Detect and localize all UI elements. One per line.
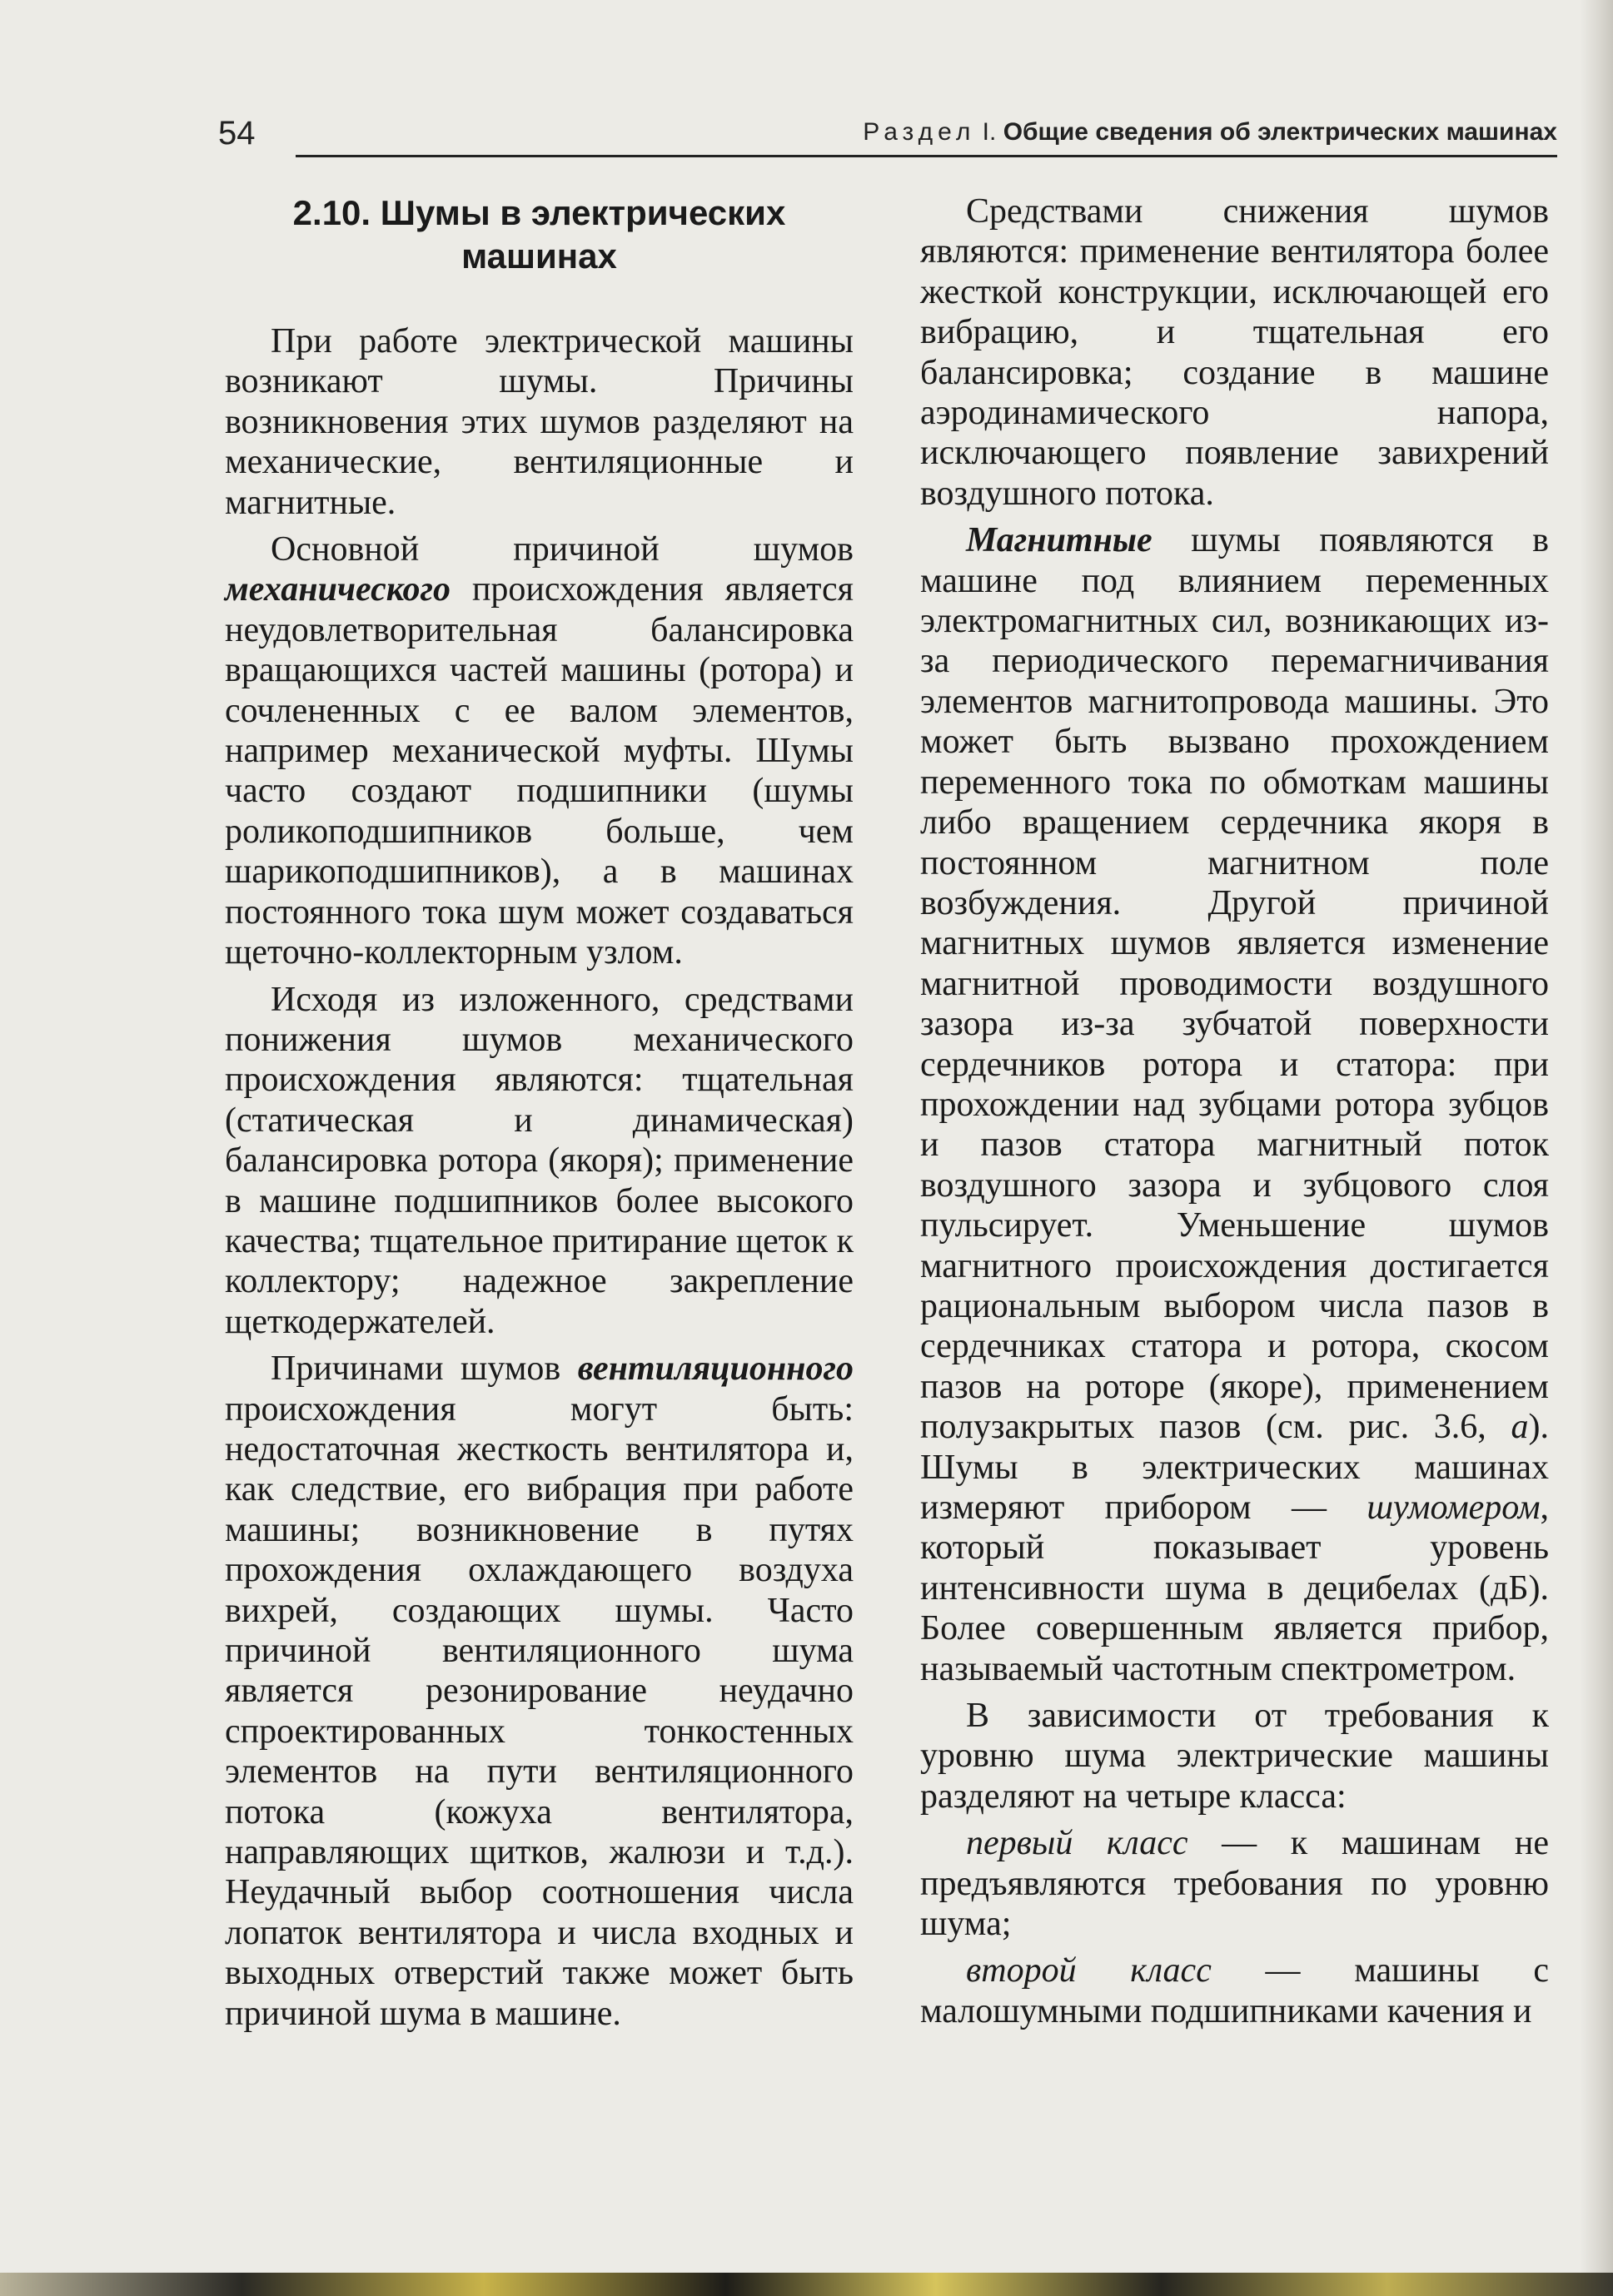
running-head-section-label: Раздел [863, 118, 976, 146]
left-column [225, 191, 854, 2040]
running-head-section-number: I. [975, 118, 1003, 146]
term-ventilation: вентиляционного [577, 1349, 854, 1389]
left-paragraph-1: При работе электрической машины возникают шумы. Причины возникновения этих шумов разделяют на механические, вентиляционные и магнитные. [225, 322, 854, 522]
left-p4-after: происхождения могут быть: недостаточная жесткость вентилятора и, как следствие, его вибрация при работе машины; возникновение в путях прохождения охлаждающего воздуха вихрей, создающих шумы. Часто причиной вентиляционного шума является резонирование неудачно спроектированных тонкостенных элементов на пути вентиляционного потока (кожуха вентилятора, направляющих щитков, жалюзи и т.д.). Неудачный выбор соотношения числа лопаток вентилятора и числа входных и выходных отверстий также может быть причиной шума в машине. [225, 1389, 854, 2033]
right-p2-b: ). Шумы в электрических машинах измеряют прибором — [920, 1408, 1549, 1527]
right-p2-c: , который показывает уровень интенсивности шума в децибелах (дБ). Более совершенным является прибор, называемый частотным спектрометром. [920, 1488, 1549, 1688]
term-noise-meter: шумомером [1367, 1488, 1541, 1527]
class-first-term: первый класс [966, 1824, 1188, 1863]
page-number: 54 [218, 115, 256, 152]
bottom-scan-strip [0, 2273, 1613, 2296]
right-column [920, 191, 1549, 2038]
term-magnetic: Магнитные [966, 521, 1152, 560]
left-p2-before: Основной причиной шумов [271, 530, 854, 569]
section-heading [225, 191, 854, 278]
figure-ref-letter: а [1511, 1408, 1529, 1447]
left-paragraph-3: Исходя из изложенного, средствами понижения шумов механического происхождения являются: тщательная (статическая и динамическая) балансировка ротора (якоря); применение в машине подшипников более высокого качества; тщательное притирание щеток к коллектору; надежное закрепление щеткодержателей. [225, 980, 854, 1341]
right-paragraph-1: Средствами снижения шумов являются: применение вентилятора более жесткой конструкции, исключающей его вибрацию, и тщательная его балансировка; создание в машине аэродинамического напора, исключающего появление завихрений воздушного потока. [920, 192, 1549, 513]
header-rule [296, 155, 1557, 157]
left-paragraph-2 [225, 529, 854, 972]
right-paragraph-2 [920, 520, 1549, 1689]
right-paragraph-3: В зависимости от требования к уровню шума электрические машины разделяют на четыре класса: [920, 1697, 1549, 1816]
running-head-title: Общие сведения об электрических машинах [1003, 118, 1557, 146]
page-header [218, 115, 1557, 158]
term-mechanical: механического [225, 570, 451, 609]
right-p2-a: шумы появляются в машине под влиянием переменных электромагнитных сил, возникающих из-за периодического перемагничивания элементов магнитопровода машины. Это может быть вызвано прохождением переменного тока по обмоткам машины либо вращением сердечника якоря в постоянном магнитном поле возбуждения. Другой причиной магнитных шумов является изменение магнитной проводимости воздушного зазора из-за зубчатой поверхности сердечников ротора и статора: при прохождении над зубцами ротора зубцов и пазов статора магнитный поток воздушного зазора и зубцового слоя пульсирует. Уменьшение шумов магнитного происхождения достигается рациональным выбором числа пазов в сердечниках статора и ротора, скосом пазов на роторе (якоре), применением полузакрытых пазов (см. рис. 3.6, [920, 521, 1549, 1447]
class-second-text: — машины с малошумными подшипниками качения и [920, 1951, 1549, 2030]
left-p2-after: происхождения является неудовлетворительная балансировка вращающихся частей машины (ротора) и сочлененных с ее валом элементов, например механической муфты. Шумы часто создают подшипники (шумы роликоподшипников больше, чем шарикоподшипников), а в машинах постоянного тока шум может создаваться щеточно-коллекторным узлом. [225, 570, 854, 972]
section-heading-line1: 2.10. Шумы в электрических [292, 193, 786, 232]
page-edge-shadow [1580, 0, 1613, 2296]
class-second-term: второй класс [966, 1951, 1212, 1990]
running-head [863, 118, 1557, 147]
left-paragraph-4 [225, 1349, 854, 2034]
right-paragraph-5 [920, 1951, 1549, 2031]
class-first-text: — к машинам не предъявляются требования по уровню шума; [920, 1824, 1549, 1944]
right-paragraph-4 [920, 1823, 1549, 1944]
left-p4-before: Причинами шумов [271, 1349, 578, 1389]
section-heading-line2: машинах [461, 236, 617, 276]
